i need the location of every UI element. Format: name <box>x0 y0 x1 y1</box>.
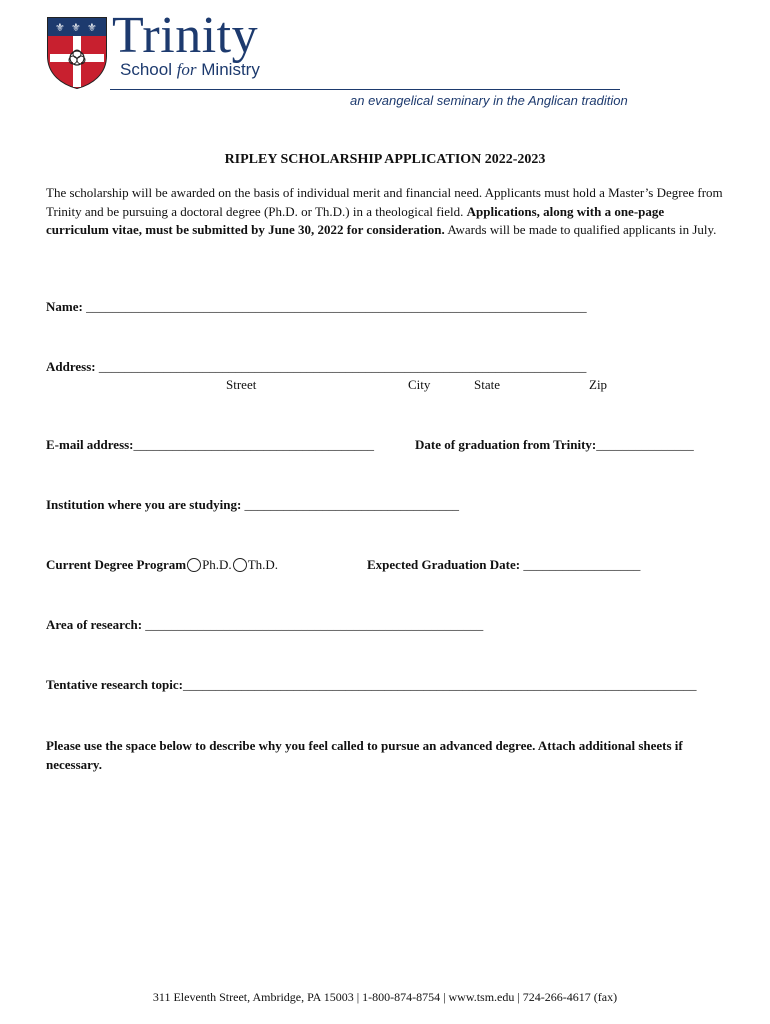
expected-graduation-label: Expected Graduation Date: <box>367 557 521 572</box>
svg-text:⚜: ⚜ <box>71 21 81 34</box>
essay-prompt: Please use the space below to describe why you feel called to pursue an advanced degree. Attach additional sheets if necessary. <box>46 738 683 772</box>
graduation-date-blank[interactable]: _______________ <box>596 437 694 452</box>
graduation-date-field[interactable] <box>415 437 694 453</box>
address-zip-label: Zip <box>589 377 608 392</box>
email-blank[interactable]: _____________________________________ <box>133 437 375 452</box>
email-label: E-mail address: <box>46 437 134 452</box>
research-topic-blank[interactable]: _______________________________________________________________________________ <box>182 677 697 692</box>
degree-program-label: Current Degree Program <box>46 557 187 572</box>
research-topic-field[interactable] <box>46 677 696 693</box>
logo-wordmark: Trinity <box>112 7 259 64</box>
name-field[interactable] <box>46 299 587 315</box>
name-label: Name: <box>46 299 83 314</box>
svg-text:⚜: ⚜ <box>55 21 65 34</box>
institution-label: Institution where you are studying: <box>46 497 242 512</box>
address-city-label: City <box>408 377 431 392</box>
thd-label: Th.D. <box>247 557 279 572</box>
phd-label: Ph.D. <box>202 557 232 572</box>
degree-program-field <box>46 557 278 573</box>
page-title: RIPLEY SCHOLARSHIP APPLICATION 2022-2023 <box>224 152 546 167</box>
tagline: an evangelical seminary in the Anglican tradition <box>350 93 628 108</box>
thd-radio[interactable] <box>233 558 247 572</box>
research-topic-label: Tentative research topic: <box>46 677 183 692</box>
phd-radio[interactable] <box>187 558 201 572</box>
header-divider <box>110 89 620 90</box>
svg-text:⚜: ⚜ <box>87 21 97 34</box>
research-area-blank[interactable]: ____________________________________________________ <box>142 617 484 632</box>
intro-paragraph: The scholarship will be awarded on the basis of individual merit and financial need. Applicants must hold a Master’s Degree from Trinity and be pursuing a doctoral degree (Ph.D. or Th.D.) in a theological field. Applications, along with a one-page curriculum vitae, must be submitted by June 30, 2022 for consideration. Awards will be made to qualified applicants in July. <box>46 185 723 237</box>
institution-field[interactable] <box>46 497 459 513</box>
expected-graduation-blank[interactable]: __________________ <box>520 557 641 572</box>
name-blank[interactable]: _____________________________________________________________________________ <box>82 299 587 314</box>
research-area-field[interactable] <box>46 617 483 633</box>
research-area-label: Area of research: <box>46 617 143 632</box>
email-field[interactable] <box>46 437 374 453</box>
institution-blank[interactable]: _________________________________ <box>241 497 460 512</box>
address-street-label: Street <box>226 377 257 392</box>
footer-contact: 311 Eleventh Street, Ambridge, PA 15003 | 1-800-874-8754 | www.tsm.edu | 724-266-4617 (fax) <box>152 990 618 1004</box>
address-blank[interactable]: ___________________________________________________________________________ <box>95 359 587 374</box>
expected-graduation-field[interactable] <box>367 557 640 573</box>
graduation-date-label: Date of graduation from Trinity: <box>415 437 597 452</box>
address-state-label: State <box>474 377 500 392</box>
logo-subtitle: School for Ministry <box>120 60 260 79</box>
essay-response-area[interactable] <box>46 780 730 970</box>
address-label: Address: <box>46 359 96 374</box>
address-field[interactable] <box>46 359 586 375</box>
trinity-shield-logo <box>46 16 108 90</box>
